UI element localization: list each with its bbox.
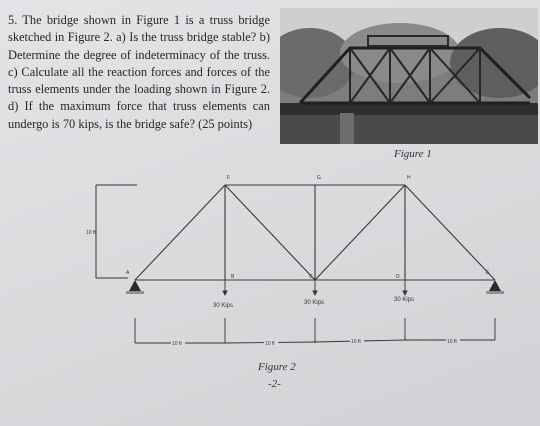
bridge-photo xyxy=(280,8,538,144)
span-label-1: 10 ft xyxy=(172,341,182,347)
node-label-c: C xyxy=(309,274,313,280)
page-number: -2- xyxy=(268,378,281,390)
member-ch xyxy=(315,185,405,280)
span-label-3: 10 ft xyxy=(351,339,361,345)
node-label-g: G xyxy=(317,175,321,181)
load-label-c: 30 Kips xyxy=(304,300,325,306)
member-fc xyxy=(225,185,315,280)
truss-diagram xyxy=(0,160,540,360)
figure1-caption: Figure 1 xyxy=(394,148,432,160)
figure2-caption: Figure 2 xyxy=(258,361,296,373)
span-label-4: 10 ft xyxy=(447,339,457,345)
load-label-b: 30 Kips xyxy=(213,303,234,309)
support-a xyxy=(126,280,144,294)
support-e xyxy=(486,280,504,294)
member-he xyxy=(405,185,495,280)
bridge-photo-drawing xyxy=(280,8,538,144)
node-label-f: F xyxy=(227,175,231,181)
node-label-e: E xyxy=(486,270,490,276)
load-label-d: 30 Kips xyxy=(394,297,415,303)
height-dim-label: 10 ft xyxy=(86,230,96,236)
node-label-d: D xyxy=(396,274,400,280)
member-af xyxy=(135,185,225,280)
truss-members xyxy=(135,185,495,280)
node-label-h: H xyxy=(407,175,411,181)
node-label-b: B xyxy=(231,274,235,280)
question-text: 5. The bridge shown in Figure 1 is a truss bridge sketched in Figure 2. a) Is the truss bridge stable? b) Determine the degree of indeterminacy of the truss. c) Calculate all the reaction forces and forces of the truss elements under the loading shown in Figure 2. d) If the maximum force that truss elements can undergo is 70 kips, is the bridge safe? (25 points) xyxy=(8,13,270,131)
node-label-a: A xyxy=(126,270,130,276)
span-label-2: 10 ft xyxy=(265,341,275,347)
